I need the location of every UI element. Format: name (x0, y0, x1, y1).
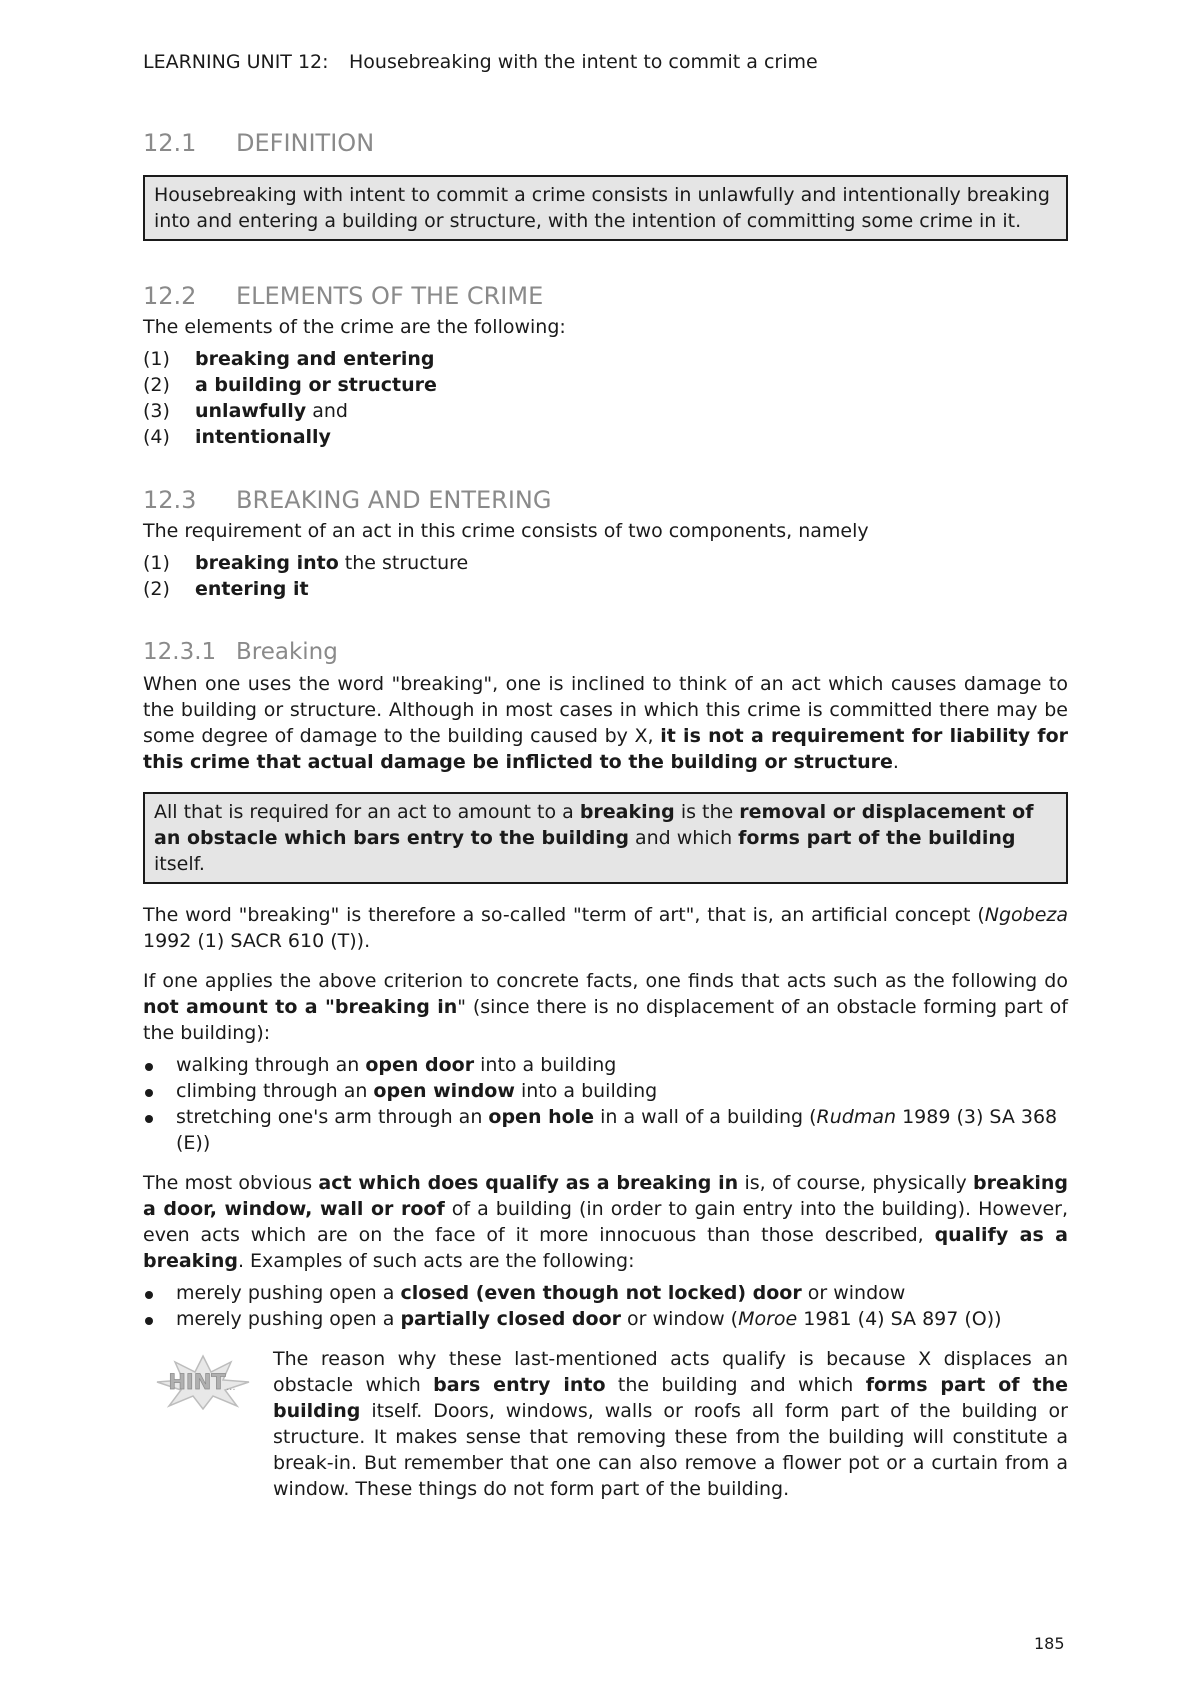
item-text: the structure (338, 552, 469, 574)
text-run: in a wall of a building ( (594, 1106, 817, 1128)
text-run: merely pushing open a (176, 1308, 401, 1330)
definition-box (143, 175, 1068, 241)
text-run: climbing through an (176, 1080, 374, 1102)
item-bold: a building or structure (195, 374, 437, 396)
list-item (143, 1052, 1068, 1078)
section-heading-elements (143, 281, 1068, 311)
bullet-icon (145, 1317, 153, 1325)
svg-text:HINT: HINT (168, 1370, 226, 1394)
case-name: Rudman (816, 1106, 897, 1128)
text-run: or window (801, 1282, 906, 1304)
section-number: 12.1 (143, 129, 197, 157)
item-bold: breaking into (195, 552, 339, 574)
bold-run: it is not a requirement for liability for this crime that actual damage be inflicted to the building or structure (143, 725, 1068, 773)
item-bold: breaking and entering (195, 348, 435, 370)
definition-text: Housebreaking with intent to commit a crime consists in unlawfully and intentionally breaking into and entering a building or structure, with the intention of committing some crime in it. (154, 184, 1050, 232)
section-number: 12.3.1 (143, 639, 217, 665)
item-number: (3) (143, 400, 170, 422)
bullet-icon (145, 1291, 153, 1299)
text-run: stretching one's arm through an (176, 1106, 489, 1128)
text-run: " (since there is no displacement of an obstacle forming part of the building): (143, 996, 1068, 1044)
bold-run: qualify as a breaking (143, 1224, 1068, 1272)
text-run: If one applies the above criterion to concrete facts, one finds that acts such as the following do (143, 970, 1068, 992)
list-item (143, 424, 1068, 450)
item-number: (2) (143, 374, 170, 396)
list-item (143, 1306, 1068, 1332)
item-number: (4) (143, 426, 170, 448)
act-intro: The requirement of an act in this crime consists of two components, namely (143, 520, 869, 542)
elements-list (143, 346, 1068, 450)
text-run: is, of course, physically (738, 1172, 974, 1194)
bold-run: breaking a door, window, wall or roof (143, 1172, 1068, 1220)
text-run: itself. Doors, windows, walls or roofs all form part of the building or structure. It makes sense that removing these from the building will constitute a break-in. But remember that one can also remove a flower pot or a curtain from a window. These things do not form part of the building. (273, 1400, 1068, 1500)
list-item (143, 1104, 1068, 1156)
case-name: Moroe (738, 1308, 798, 1330)
text-run: itself. (154, 853, 205, 875)
text-run: merely pushing open a (176, 1282, 401, 1304)
breaking-requirement-box (143, 792, 1068, 884)
bullet-icon (145, 1089, 153, 1097)
bold-run: partially closed door (400, 1308, 622, 1330)
bullet-icon (145, 1115, 153, 1123)
text-run: and which (628, 827, 739, 849)
list-item (143, 1078, 1068, 1104)
section-title: DEFINITION (236, 129, 375, 157)
bold-run: open hole (488, 1106, 595, 1128)
bullet-icon (145, 1063, 153, 1071)
hint-text (273, 1346, 1068, 1502)
elements-intro: The elements of the crime are the following: (143, 316, 566, 338)
text-run: into a building (474, 1054, 617, 1076)
qualifying-acts-list (143, 1280, 1068, 1332)
bold-run: not amount to a "breaking in (143, 996, 458, 1018)
bold-run: breaking (579, 801, 675, 823)
text-run: 1992 (1) SACR 610 (T)). (143, 930, 371, 952)
item-bold: unlawfully (195, 400, 307, 422)
text-run: 1989 (3) SA 368 (E)) (176, 1106, 1058, 1154)
item-number: (1) (143, 552, 170, 574)
text-run: When one uses the word "breaking", one is inclined to think of an act which causes damage to the building or structure. Although in most cases in which this crime is committed there may be some degree of damage to the building caused by X, (143, 673, 1068, 747)
section-heading-breaking-entering (143, 485, 1068, 515)
running-header (143, 50, 1068, 74)
text-run: All that is required for an act to amount to a (154, 801, 580, 823)
section-number: 12.2 (143, 282, 197, 310)
text-run: of a building (in order to gain entry into the building). However, even acts which are on the face of it more innocuous than those described, (143, 1198, 1069, 1246)
page-number: 185 (1034, 1634, 1065, 1653)
text-run: The word "breaking" is therefore a so-called "term of art", that is, an artificial concept ( (143, 904, 985, 926)
item-number: (2) (143, 578, 170, 600)
learning-unit-label: LEARNING UNIT 12: (143, 51, 329, 73)
case-name: Ngobeza (984, 904, 1068, 926)
text-run: or window ( (621, 1308, 739, 1330)
bold-run: forms part of the building (738, 827, 1016, 849)
components-list (143, 550, 1068, 602)
bold-run: act which does qualify as a breaking in (318, 1172, 739, 1194)
item-number: (1) (143, 348, 170, 370)
text-run: The most obvious (143, 1172, 319, 1194)
list-item (143, 346, 1068, 372)
bold-run: bars entry into (433, 1374, 606, 1396)
text-run: into a building (514, 1080, 658, 1102)
bold-run: removal or displacement of an obstacle which bars entry to the building (154, 801, 1034, 849)
hint-block (143, 1346, 1068, 1502)
paragraph-term-of-art (143, 902, 1068, 954)
list-item (143, 550, 1068, 576)
list-item (143, 576, 1068, 602)
svg-text:...: ... (226, 1382, 236, 1393)
bold-run: open window (373, 1080, 515, 1102)
bold-run: open door (365, 1054, 475, 1076)
section-title: BREAKING AND ENTERING (236, 486, 552, 514)
bold-run: closed (even though not locked) door (400, 1282, 802, 1304)
text-run: walking through an (176, 1054, 366, 1076)
item-bold: intentionally (195, 426, 331, 448)
paragraph-criterion (143, 968, 1068, 1046)
text-run: . Examples of such acts are the following: (237, 1250, 635, 1272)
text-run: The reason why these last-mentioned acts qualify is because X displaces an obstacle which (273, 1348, 1068, 1396)
section-heading-definition (143, 128, 1068, 158)
hint-icon (153, 1354, 253, 1410)
section-number: 12.3 (143, 486, 197, 514)
subsection-heading-breaking (143, 637, 1068, 667)
non-breaking-acts-list (143, 1052, 1068, 1156)
section-title: ELEMENTS OF THE CRIME (236, 282, 544, 310)
bold-run: forms part of the building (273, 1374, 1068, 1422)
text-run: 1981 (4) SA 897 (O)) (797, 1308, 1002, 1330)
paragraph-breaking-meaning (143, 671, 1068, 775)
list-item (143, 398, 1068, 424)
item-bold: entering it (195, 578, 309, 600)
text-run: the building and which (605, 1374, 866, 1396)
section-title: Breaking (236, 639, 338, 665)
text-run: is the (674, 801, 740, 823)
paragraph-qualifying-acts (143, 1170, 1068, 1274)
page-content (143, 50, 1068, 1502)
learning-unit-title: Housebreaking with the intent to commit a crime (349, 51, 818, 73)
text-run: . (892, 751, 899, 773)
list-item (143, 372, 1068, 398)
list-item (143, 1280, 1068, 1306)
item-text: and (306, 400, 348, 422)
